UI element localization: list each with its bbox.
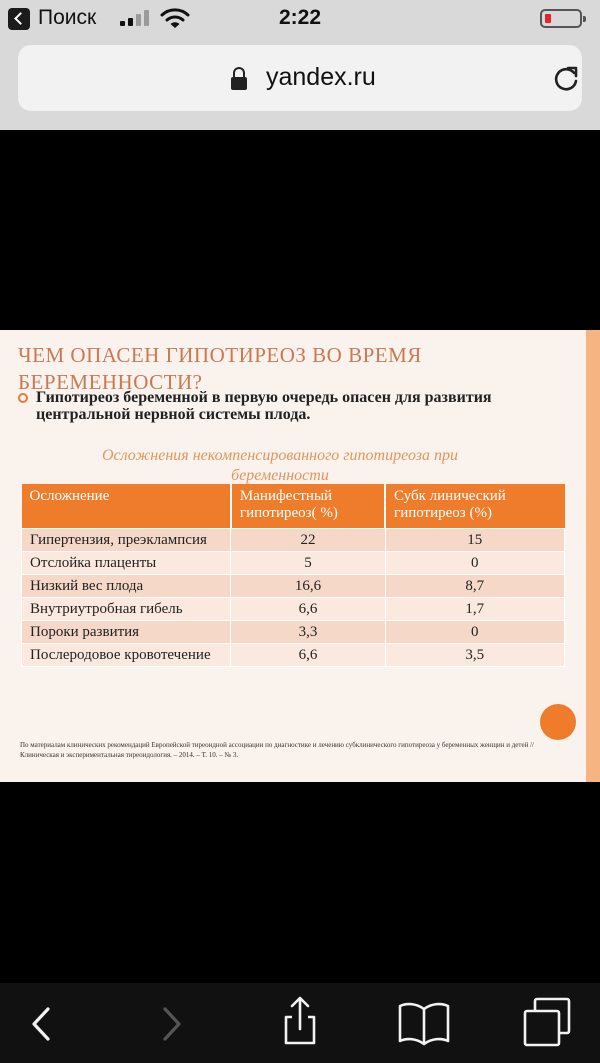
table-caption: Осложнения некомпенсированного гипотиреоза при беременности [101, 447, 459, 484]
subclinical-value: 0 [385, 621, 564, 644]
complication-cell: Внутриутробная гибель [22, 598, 231, 621]
table-header-row [22, 484, 565, 529]
subclinical-value: 0 [385, 552, 564, 575]
complication-cell: Пороки развития [22, 621, 231, 644]
back-icon[interactable] [0, 983, 80, 1063]
complication-cell: Отслойка плаценты [22, 552, 231, 575]
subclinical-value: 8,7 [385, 575, 564, 598]
browser-toolbar [0, 983, 600, 1063]
slide-bullet-text: Гипотиреоз беременной в первую очередь опасен для развития центральной нервной системы плода. [36, 389, 492, 423]
table-row [22, 575, 565, 598]
subclinical-value: 15 [385, 529, 564, 552]
slide-title: ЧЕМ ОПАСЕН ГИПОТИРЕОЗ ВО ВРЕМЯ БЕРЕМЕННОСТИ? [18, 343, 422, 394]
battery-icon [540, 9, 582, 28]
slide-image [0, 330, 600, 782]
manifest-value: 16,6 [231, 575, 385, 598]
manifest-value: 6,6 [231, 644, 385, 667]
header-subclinical: Субк линический гипотиреоз (%) [385, 484, 564, 529]
complications-table [21, 484, 565, 667]
bookmarks-icon[interactable] [384, 983, 464, 1063]
manifest-value: 6,6 [231, 598, 385, 621]
slide-border-decoration [586, 330, 600, 782]
complication-cell: Гипертензия, преэклампсия [22, 529, 231, 552]
lock-icon [231, 77, 247, 90]
status-bar [0, 0, 600, 38]
table-row [22, 644, 565, 667]
url-text[interactable]: yandex.ru [266, 63, 376, 91]
subclinical-value: 1,7 [385, 598, 564, 621]
bullet-icon [18, 393, 28, 403]
complication-cell: Послеродовое кровотечение [22, 644, 231, 667]
table-row [22, 621, 565, 644]
table-row [22, 552, 565, 575]
forward-icon[interactable] [133, 983, 213, 1063]
header-manifest: Манифестный гипотиреоз( %) [231, 484, 385, 529]
table-row [22, 598, 565, 621]
share-icon[interactable] [260, 983, 340, 1063]
header-complication: Осложнение [22, 484, 231, 529]
tabs-icon[interactable] [508, 983, 588, 1063]
address-bar[interactable] [18, 45, 582, 111]
manifest-value: 5 [231, 552, 385, 575]
slide-footnote: По материалам клинических рекомендаций Европейской тиреоидной ассоциации по диагностике и лечению субклинического гипотиреоза у беременных женщин и детей // Клиническая и экспериментальная тиреоидология. – 2014. – Т. 10. – № 3. [20, 741, 534, 759]
subclinical-value: 3,5 [385, 644, 564, 667]
reload-icon[interactable] [552, 65, 580, 93]
clock: 2:22 [278, 6, 322, 29]
address-bar-container [0, 38, 600, 130]
complication-cell: Низкий вес плода [22, 575, 231, 598]
slide-decoration-circle [540, 704, 576, 740]
back-to-app-label[interactable]: Поиск [38, 6, 97, 29]
table-row [22, 529, 565, 552]
manifest-value: 3,3 [231, 621, 385, 644]
manifest-value: 22 [231, 529, 385, 552]
